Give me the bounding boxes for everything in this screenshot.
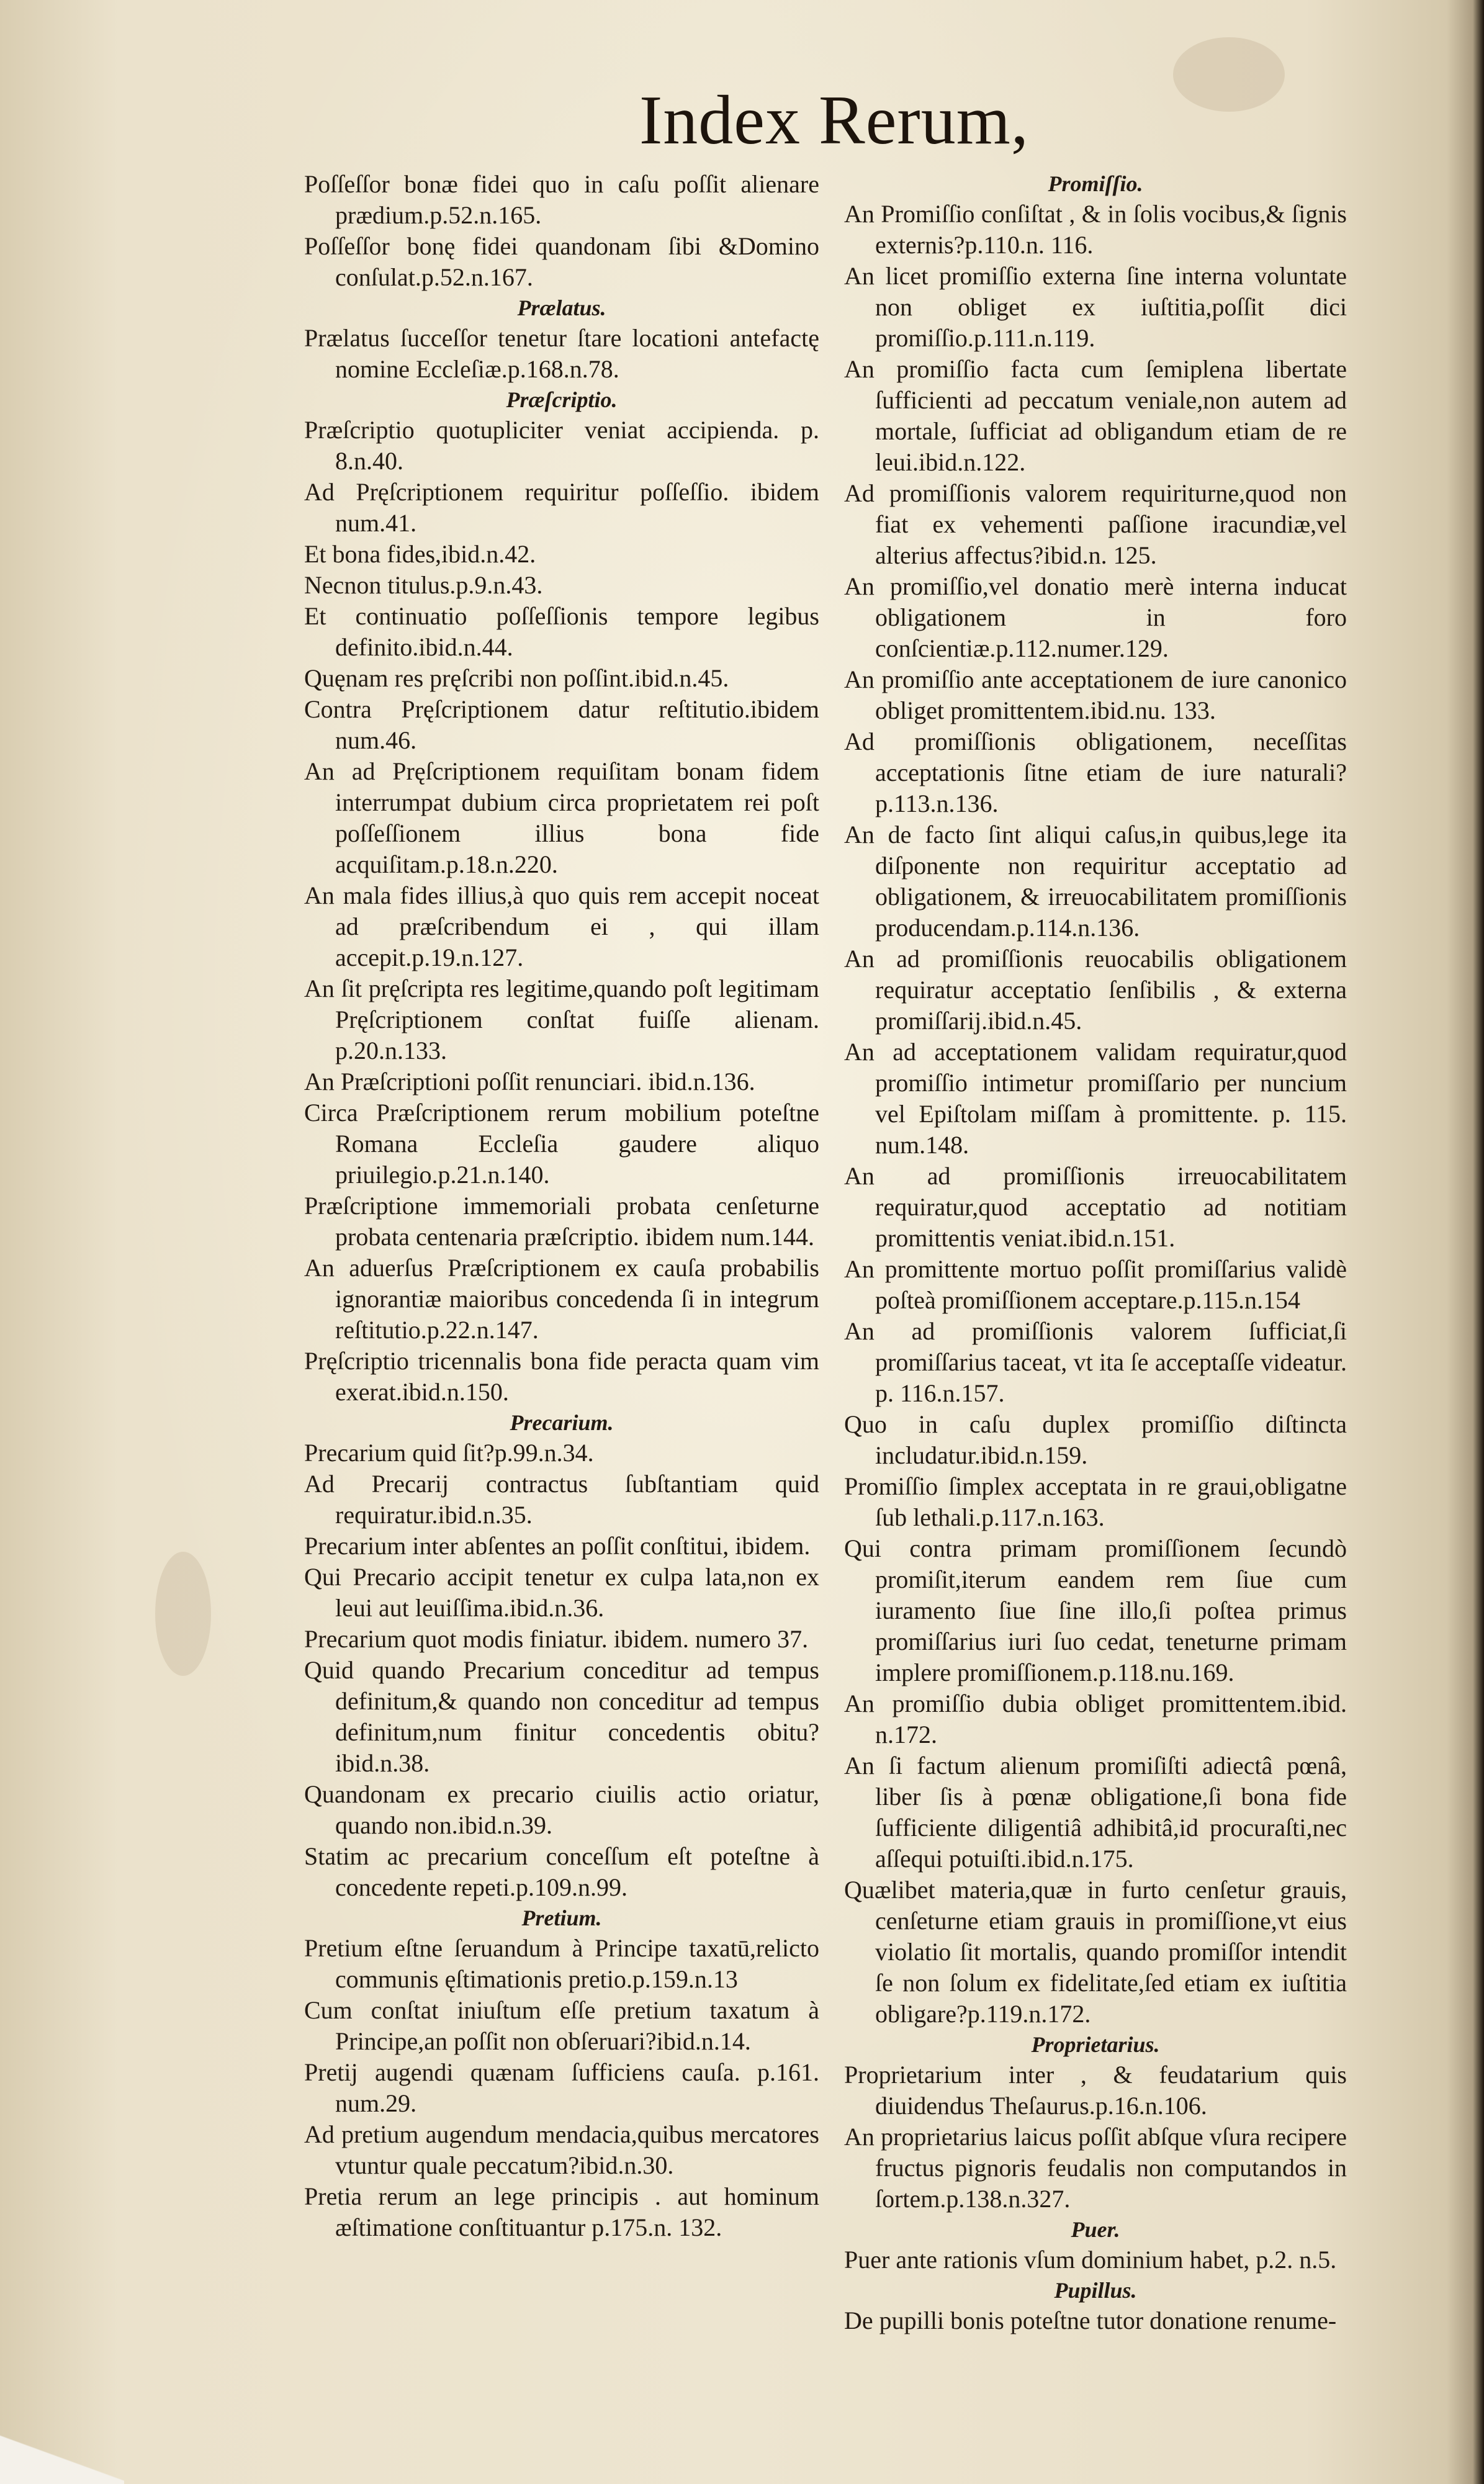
index-entry: An Præſcriptioni poſſit renunciari. ibid.n.136. xyxy=(304,1068,755,1096)
index-entry: Precarium quot modis finiatur. ibidem. numero 37. xyxy=(304,1625,809,1653)
index-entry: Puer ante rationis vſum dominium habet, p.2. n.5. xyxy=(844,2246,1337,2274)
index-entry: An promiſſio dubia obliget promittentem.ibid. n.172. xyxy=(844,1690,1347,1748)
index-section-heading: Præſcriptio. xyxy=(506,387,618,412)
index-entry: An licet promiſſio externa ſine interna voluntate non obliget ex iuſtitia,poſſit dici promiſſio.p.111.n.119. xyxy=(844,262,1347,352)
paper-stain xyxy=(155,1552,211,1676)
index-entry: Præſcriptione immemoriali probata cenſeturne probata centenaria præſcriptio. ibidem num.144. xyxy=(304,1192,819,1251)
index-entry: Quid quando Precarium conceditur ad tempus definitum,& quando non conceditur ad tempus definitum,num finitur concedentis obitu? ibid.n.38. xyxy=(304,1656,819,1777)
index-entry: Promiſſio ſimplex acceptata in re graui,obligatne ſub lethali.p.117.n.163. xyxy=(844,1472,1347,1531)
index-entry: Pretium eſtne ſeruandum à Principe taxatū,relicto communis ęſtimationis pretio.p.159.n.13 xyxy=(304,1934,819,1993)
index-column-right xyxy=(844,169,1347,2336)
index-entry: Poſſeſſor bonæ fidei quo in caſu poſſit alienare prædium.p.52.n.165. xyxy=(304,170,819,229)
index-entry: An ad promiſſionis reuocabilis obligationem requiratur acceptatio ſenſibilis , & externa promiſſarij.ibid.n.45. xyxy=(844,945,1347,1035)
index-entry: Pretij augendi quænam ſufficiens cauſa. p.161. num.29. xyxy=(304,2058,819,2117)
page-edge-shadow xyxy=(1447,0,1484,2484)
index-section-heading: Pretium. xyxy=(521,1906,602,1930)
index-entry: Qui Precario accipit tenetur ex culpa lata,non ex leui aut leuiſſima.ibid.n.36. xyxy=(304,1563,819,1622)
index-entry: Poſſeſſor bonę fidei quandonam ſibi &Domino conſulat.p.52.n.167. xyxy=(304,232,819,291)
index-entry: Cum conſtat iniuſtum eſſe pretium taxatum à Principe,an poſſit non obſeruari?ibid.n.14. xyxy=(304,1996,819,2055)
index-section-heading: Pupillus. xyxy=(1054,2278,1137,2303)
torn-corner xyxy=(0,2410,124,2484)
index-entry: An ad promiſſionis irreuocabilitatem requiratur,quod acceptatio ad notitiam promittentis veniat.ibid.n.151. xyxy=(844,1162,1347,1252)
index-entry: An ad acceptationem validam requiratur,quod promiſſio intimetur promiſſario per nuncium vel Epiſtolam miſſam à promittente. p. 115. num.148. xyxy=(844,1038,1347,1159)
index-entry: An Promiſſio conſiſtat , & in ſolis vocibus,& ſignis externis?p.110.n. 116. xyxy=(844,200,1347,259)
index-entry: Ad Pręſcriptionem requiritur poſſeſſio. ibidem num.41. xyxy=(304,478,819,537)
index-entry: Circa Præſcriptionem rerum mobilium poteſtne Romana Eccleſia gaudere aliquo priuilegio.p.21.n.140. xyxy=(304,1099,819,1189)
index-entry: Quælibet materia,quæ in furto cenſetur grauis, cenſeturne etiam grauis in promiſſione,vt eius violatio ſit mortalis, quando promiſſor intendit ſe non ſolum ex fidelitate,ſed etiam ex iuſtitia obligare?p.119.n.172. xyxy=(844,1876,1347,2028)
index-entry: Pretia rerum an lege principis . aut hominum æſtimatione conſtituantur p.175.n. 132. xyxy=(304,2182,819,2241)
index-entry: An de facto ſint aliqui caſus,in quibus,lege ita diſponente non requiritur acceptatio ad obligationem, & irreuocabilitatem promiſſionis producendam.p.114.n.136. xyxy=(844,821,1347,942)
index-entry: Ad Precarij contractus ſubſtantiam quid requiratur.ibid.n.35. xyxy=(304,1470,819,1529)
index-entry: An ſit pręſcripta res legitime,quando poſt legitimam Pręſcriptionem conſtat fuiſſe alienam. p.20.n.133. xyxy=(304,974,819,1064)
index-entry: An ad promiſſionis valorem ſufficiat,ſi promiſſarius taceat, vt ita ſe acceptaſſe videatur. p. 116.n.157. xyxy=(844,1317,1347,1407)
index-entry: An proprietarius laicus poſſit abſque vſura recipere fructus pignoris feudalis non computandos in ſortem.p.138.n.327. xyxy=(844,2123,1347,2213)
index-entry: Ad promiſſionis obligationem, neceſſitas acceptationis ſitne etiam de iure naturali?p.113.n.136. xyxy=(844,727,1347,817)
index-entry: Et bona fides,ibid.n.42. xyxy=(304,540,536,568)
index-entry: Contra Pręſcriptionem datur reſtitutio.ibidem num.46. xyxy=(304,695,819,754)
index-entry: Prælatus ſucceſſor tenetur ſtare locationi antefactę nomine Eccleſiæ.p.168.n.78. xyxy=(304,324,819,383)
index-section-heading: Puer. xyxy=(1071,2217,1120,2242)
index-entry: An ſi factum alienum promiſiſti adiectâ pœnâ, liber ſis à pœnæ obligatione,ſi bona fide ſufficiente diligentiâ adhibitâ,id procuraſti,nec aſſequi potuiſti.ibid.n.175. xyxy=(844,1752,1347,1873)
index-column-left xyxy=(304,169,819,2243)
index-entry: An mala fides illius,à quo quis rem accepit noceat ad præſcribendum ei , qui illam accepit.p.19.n.127. xyxy=(304,881,819,971)
index-entry: Precarium inter abſentes an poſſit conſtitui, ibidem. xyxy=(304,1532,811,1560)
index-entry: Et continuatio poſſeſſionis tempore legibus definito.ibid.n.44. xyxy=(304,602,819,661)
index-entry: Quandonam ex precario ciuilis actio oriatur, quando non.ibid.n.39. xyxy=(304,1780,819,1839)
index-section-heading: Precarium. xyxy=(510,1410,614,1435)
index-entry: An promittente mortuo poſſit promiſſarius validè poſteà promiſſionem acceptare.p.115.n.154 xyxy=(844,1255,1347,1314)
index-entry: An ad Pręſcriptionem requiſitam bonam fidem interrumpat dubium circa proprietatem rei poſt poſſeſſionem illius bona fide acquiſitam.p.18.n.220. xyxy=(304,757,819,878)
index-entry: Pręſcriptio tricennalis bona fide peracta quam vim exerat.ibid.n.150. xyxy=(304,1347,819,1406)
index-entry: Qui contra primam promiſſionem ſecundò promiſit,iterum eandem rem ſiue cum iuramento ſiue ſine illo,ſi poſtea primus promiſſarius iuri ſuo cedat, teneturne primam implere promiſſionem.p.118.nu.169. xyxy=(844,1534,1347,1686)
index-entry: An promiſſio ante acceptationem de iure canonico obliget promittentem.ibid.nu. 133. xyxy=(844,665,1347,724)
index-entry: Necnon titulus.p.9.n.43. xyxy=(304,571,543,599)
index-entry: De pupilli bonis poteſtne tutor donatione renume- xyxy=(844,2306,1337,2334)
running-header: Index Rerum, xyxy=(639,82,1029,159)
index-entry: Quo in caſu duplex promiſſio diſtincta includatur.ibid.n.159. xyxy=(844,1410,1347,1469)
index-entry: Ad promiſſionis valorem requiriturne,quod non fiat ex vehementi paſſione iracundiæ,vel alterius affectus?ibid.n. 125. xyxy=(844,479,1347,569)
index-entry: An aduerſus Præſcriptionem ex cauſa probabilis ignorantiæ maioribus concedenda ſi in integrum reſtitutio.p.22.n.147. xyxy=(304,1254,819,1344)
index-entry: Precarium quid ſit?p.99.n.34. xyxy=(304,1439,594,1467)
index-entry: Statim ac precarium conceſſum eſt poteſtne à concedente repeti.p.109.n.99. xyxy=(304,1842,819,1901)
index-section-heading: Proprietarius. xyxy=(1031,2032,1160,2057)
index-entry: Ad pretium augendum mendacia,quibus mercatores vtuntur quale peccatum?ibid.n.30. xyxy=(304,2120,819,2179)
index-entry: Quęnam res pręſcribi non poſſint.ibid.n.45. xyxy=(304,664,729,692)
index-entry: Proprietarium inter , & feudatarium quis diuidendus Theſaurus.p.16.n.106. xyxy=(844,2061,1347,2120)
index-entry: An promiſſio facta cum ſemiplena libertate ſufficienti ad peccatum veniale,non autem ad mortale, ſufficiat ad obligandum etiam de re leui.ibid.n.122. xyxy=(844,355,1347,476)
index-entry: An promiſſio,vel donatio merè interna inducat obligationem in foro conſcientiæ.p.112.numer.129. xyxy=(844,572,1347,662)
index-section-heading: Promiſſio. xyxy=(1048,171,1143,196)
paper-stain xyxy=(1173,37,1285,112)
index-entry: Præſcriptio quotupliciter veniat accipienda. p. 8.n.40. xyxy=(304,416,819,475)
index-section-heading: Prælatus. xyxy=(517,295,606,320)
